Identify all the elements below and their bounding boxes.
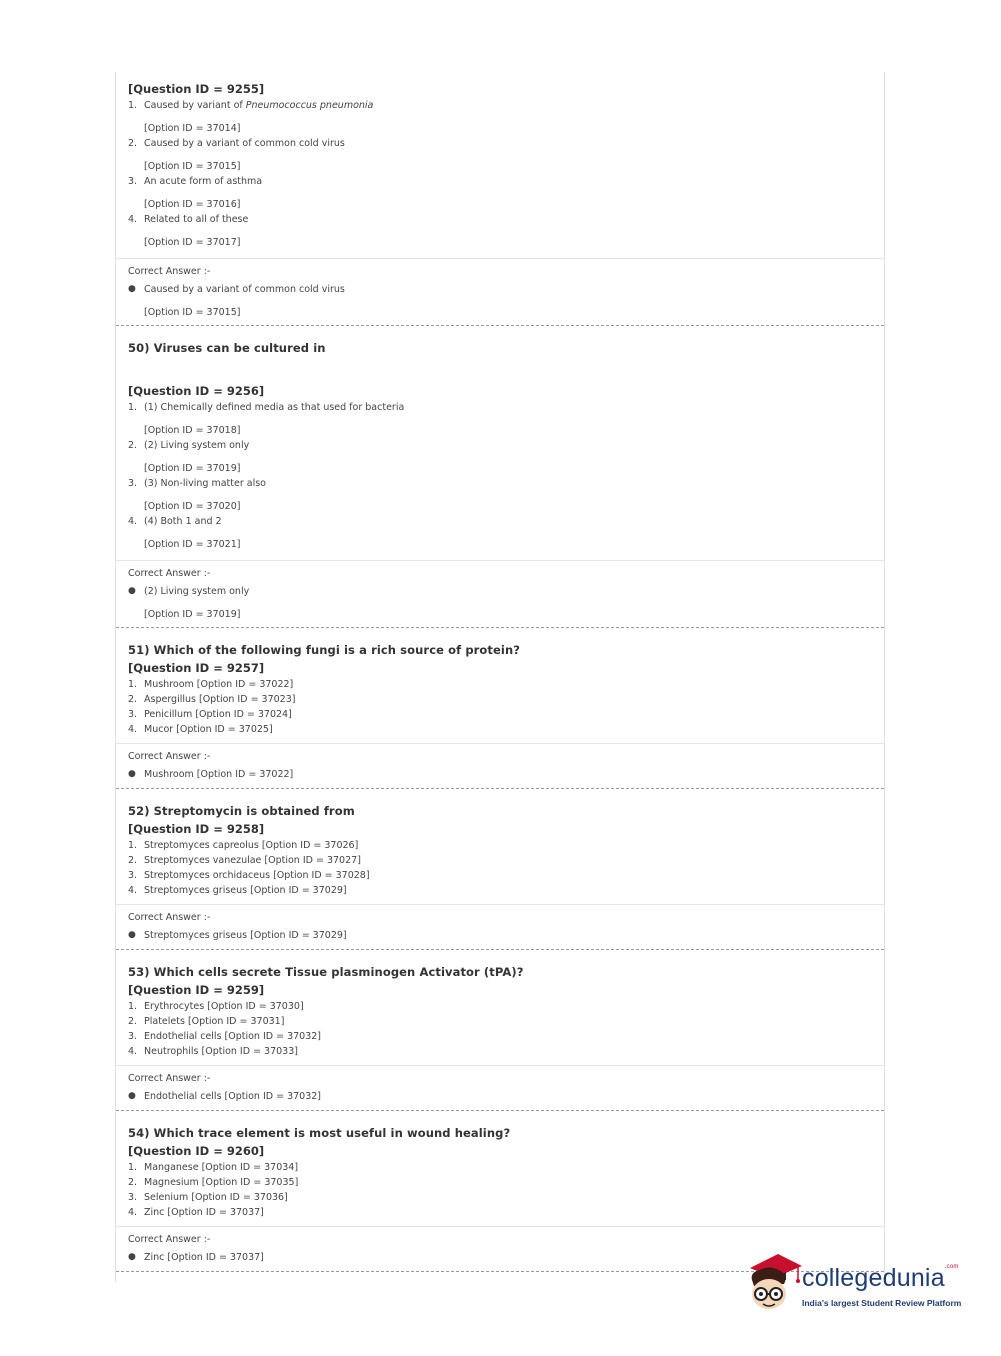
option-3: 3. Streptomyces orchidaceus [Option ID = 37028]	[128, 870, 370, 881]
option-1: 1. Erythrocytes [Option ID = 37030]	[128, 1001, 304, 1012]
brand-name: collegedunia$^{.com}$	[802, 1264, 959, 1292]
collegedunia-logo	[742, 1250, 972, 1320]
option-2: 2. Caused by a variant of common cold virus	[128, 138, 345, 149]
option-1: 1. (1) Chemically defined media as that used for bacteria	[128, 402, 405, 413]
question-title: 52) Streptomycin is obtained from	[128, 804, 355, 818]
correct-answer-section	[116, 1066, 884, 1110]
option-2: 2. Platelets [Option ID = 37031]	[128, 1016, 285, 1027]
question-49	[116, 72, 884, 258]
option-id: [Option ID = 37019]	[144, 609, 241, 620]
correct-answer: ● Zinc [Option ID = 37037]	[128, 1252, 264, 1263]
question-id: [Question ID = 9255]	[128, 82, 265, 96]
exam-page	[115, 72, 885, 1282]
question-id: [Question ID = 9258]	[128, 822, 265, 836]
option-3: 3. Endothelial cells [Option ID = 37032]	[128, 1031, 322, 1042]
question-50	[116, 326, 884, 560]
question-51	[116, 628, 884, 743]
bullet-icon: ●	[128, 284, 136, 294]
question-id: [Question ID = 9259]	[128, 983, 265, 997]
option-4: 4. Zinc [Option ID = 37037]	[128, 1207, 264, 1218]
option-id: [Option ID = 37016]	[144, 199, 241, 210]
correct-answer-label: Correct Answer :-	[128, 912, 211, 923]
question-id: [Question ID = 9260]	[128, 1144, 265, 1158]
bullet-icon: ●	[128, 1091, 136, 1101]
correct-answer: ● Streptomyces griseus [Option ID = 37029]	[128, 930, 347, 941]
question-52	[116, 789, 884, 904]
question-title: 51) Which of the following fungi is a rich source of protein?	[128, 643, 521, 657]
correct-answer-section	[116, 259, 884, 325]
correct-answer-label: Correct Answer :-	[128, 1234, 211, 1245]
option-4: 4. Mucor [Option ID = 37025]	[128, 724, 273, 735]
question-54	[116, 1111, 884, 1226]
question-title: 50) Viruses can be cultured in	[128, 341, 326, 355]
correct-answer-label: Correct Answer :-	[128, 568, 211, 579]
option-1: 1. Caused by variant of Pneumococcus pneumonia	[128, 100, 374, 111]
option-id: [Option ID = 37015]	[144, 307, 241, 318]
correct-answer-section	[116, 561, 884, 627]
brand-tagline: India's largest Student Review Platform	[802, 1298, 962, 1308]
question-title: 54) Which trace element is most useful in wound healing?	[128, 1126, 511, 1140]
correct-answer-label: Correct Answer :-	[128, 266, 211, 277]
option-id: [Option ID = 37015]	[144, 161, 241, 172]
question-title: 53) Which cells secrete Tissue plasminogen Activator (tPA)?	[128, 965, 524, 979]
option-id: [Option ID = 37014]	[144, 123, 241, 134]
correct-answer-section	[116, 905, 884, 949]
option-4: 4. Related to all of these	[128, 214, 249, 225]
correct-answer: ● Endothelial cells [Option ID = 37032]	[128, 1091, 322, 1102]
option-4: 4. Neutrophils [Option ID = 37033]	[128, 1046, 298, 1057]
option-2: 2. (2) Living system only	[128, 440, 250, 451]
option-4: 4. Streptomyces griseus [Option ID = 37029]	[128, 885, 347, 896]
correct-answer: ● Mushroom [Option ID = 37022]	[128, 769, 294, 780]
mascot-icon	[742, 1250, 804, 1320]
option-3: 3. (3) Non-living matter also	[128, 478, 266, 489]
option-4: 4. (4) Both 1 and 2	[128, 516, 222, 527]
correct-answer-section	[116, 744, 884, 788]
option-3: 3. An acute form of asthma	[128, 176, 263, 187]
option-2: 2. Aspergillus [Option ID = 37023]	[128, 694, 296, 705]
correct-answer-label: Correct Answer :-	[128, 1073, 211, 1084]
correct-answer: ● (2) Living system only	[128, 586, 250, 597]
bullet-icon: ●	[128, 1252, 136, 1262]
option-id: [Option ID = 37021]	[144, 539, 241, 550]
question-id: [Question ID = 9256]	[128, 384, 265, 398]
option-3: 3. Selenium [Option ID = 37036]	[128, 1192, 288, 1203]
question-53	[116, 950, 884, 1065]
option-1: 1. Mushroom [Option ID = 37022]	[128, 679, 294, 690]
option-1: 1. Manganese [Option ID = 37034]	[128, 1162, 299, 1173]
bullet-icon: ●	[128, 930, 136, 940]
option-2: 2. Streptomyces vanezulae [Option ID = 37027]	[128, 855, 361, 866]
bullet-icon: ●	[128, 586, 136, 596]
option-id: [Option ID = 37020]	[144, 501, 241, 512]
option-1: 1. Streptomyces capreolus [Option ID = 37026]	[128, 840, 359, 851]
option-id: [Option ID = 37019]	[144, 463, 241, 474]
correct-answer-label: Correct Answer :-	[128, 751, 211, 762]
option-3: 3. Penicillum [Option ID = 37024]	[128, 709, 292, 720]
question-id: [Question ID = 9257]	[128, 661, 265, 675]
option-id: [Option ID = 37018]	[144, 425, 241, 436]
bullet-icon: ●	[128, 769, 136, 779]
option-2: 2. Magnesium [Option ID = 37035]	[128, 1177, 299, 1188]
correct-answer: ● Caused by a variant of common cold virus	[128, 284, 345, 295]
option-id: [Option ID = 37017]	[144, 237, 241, 248]
